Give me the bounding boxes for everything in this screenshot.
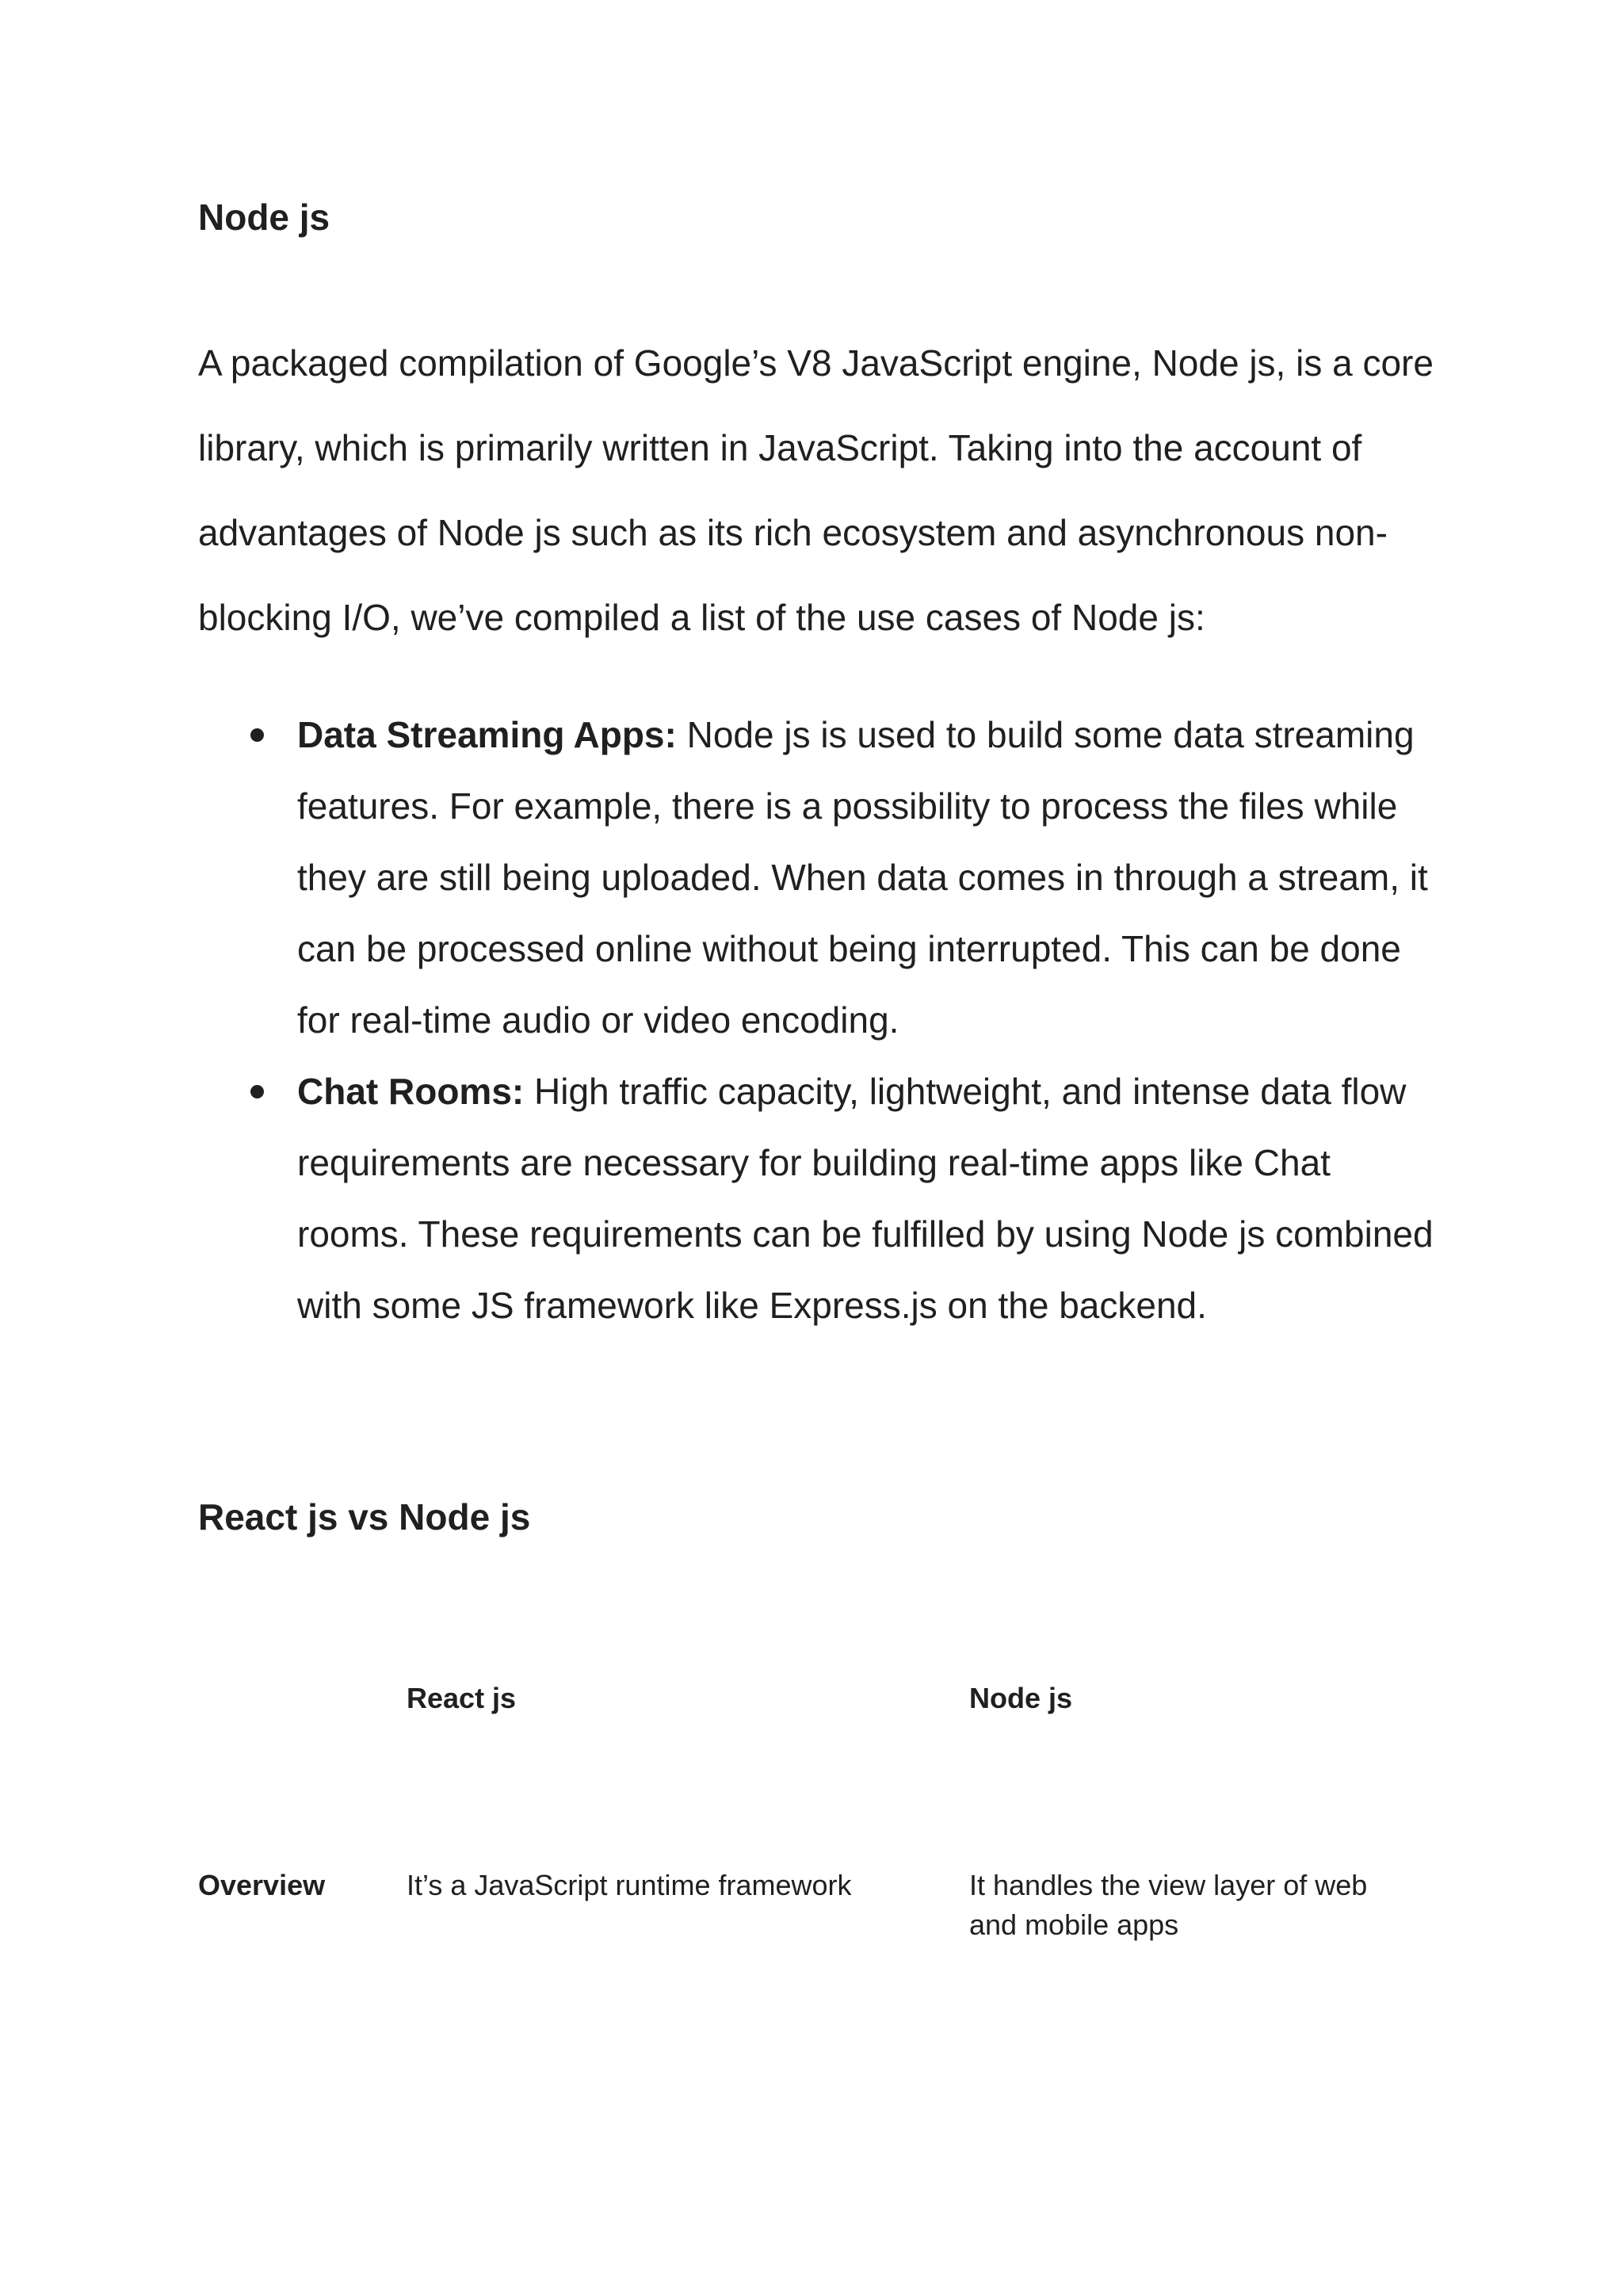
list-item: [198, 1056, 1450, 1341]
list-item-term: Data Streaming Apps:: [297, 714, 677, 755]
list-item-text: Node js is used to build some data streaming features. For example, there is a possibility to process the files while they are still being uploaded. When data comes in through a stream, it can be processed online without being interrupted. This can be done for real-time audio or video encoding.: [297, 714, 1428, 1041]
row-label-overview: Overview: [198, 1869, 326, 1901]
list-item-term: Chat Rooms:: [297, 1071, 525, 1112]
column-header-node: Node js: [969, 1682, 1073, 1714]
list-item-text: High traffic capacity, lightweight, and intense data flow requirements are necessary for building real-time apps like Chat rooms. These requirements can be fulfilled by using Node js combined with some JS framework like Express.js on the backend.: [297, 1071, 1434, 1326]
list-item: [198, 699, 1450, 1056]
column-header-react: React js: [407, 1682, 517, 1714]
section-heading-node-js: Node js: [198, 197, 330, 238]
bullet-icon: [250, 728, 264, 742]
use-case-list: [198, 699, 1450, 1341]
section-heading-comparison: React js vs Node js: [198, 1496, 531, 1538]
table-cell-react-overview: It’s a JavaScript runtime framework: [407, 1869, 852, 1901]
table-cell-node-overview: It handles the view layer of web and mobile apps: [969, 1869, 1368, 1941]
bullet-icon: [250, 1085, 264, 1098]
intro-paragraph: A packaged compilation of Google’s V8 JavaScript engine, Node js, is a core library, which is primarily written in JavaScript. Taking into the account of advantages of Node js such as its rich ecosystem and asynchronous non-blocking I/O, we’ve compiled a list of the use cases of Node js:: [198, 342, 1434, 638]
